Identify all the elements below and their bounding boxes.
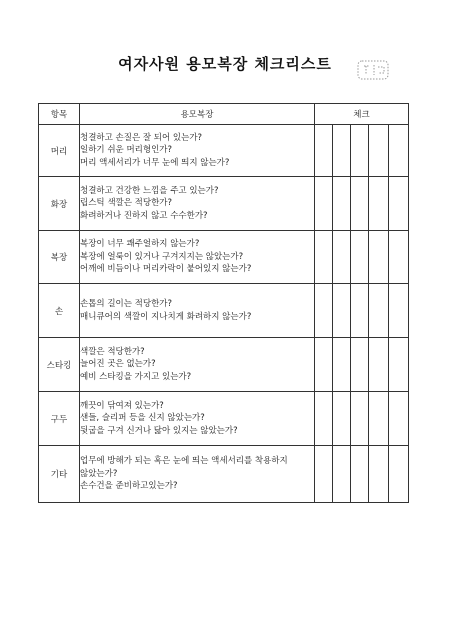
table-row: [39, 284, 409, 338]
row-items: [80, 177, 315, 231]
checklist-item: 어깨에 비듬이나 머리카락이 붙어있지 않는가?: [80, 264, 252, 275]
checklist-item: 예비 스타킹을 가지고 있는가?: [80, 371, 192, 382]
check-box[interactable]: [315, 338, 333, 392]
row-category: 기타: [39, 446, 80, 503]
check-box[interactable]: [315, 231, 333, 284]
table-row: [39, 125, 409, 177]
check-box[interactable]: [369, 231, 389, 284]
checklist-item: 립스틱 색깔은 적당한가?: [80, 198, 173, 209]
check-box[interactable]: [333, 392, 351, 446]
check-box[interactable]: [333, 284, 351, 338]
header-items: 용모복장: [80, 104, 315, 125]
header-row: [39, 104, 409, 125]
check-box[interactable]: [389, 338, 409, 392]
row-category: 스타킹: [39, 338, 80, 392]
check-box[interactable]: [369, 392, 389, 446]
checklist-item: 일하기 쉬운 머리형인가?: [80, 145, 173, 156]
header-check: 체크: [315, 104, 409, 125]
row-items: [80, 125, 315, 177]
table-row: [39, 338, 409, 392]
check-box[interactable]: [369, 125, 389, 177]
check-box[interactable]: [351, 284, 369, 338]
checklist-item: 손톱의 길이는 적당한가?: [80, 298, 173, 309]
check-box[interactable]: [315, 446, 333, 503]
check-box[interactable]: [333, 231, 351, 284]
checklist-item: 색깔은 적당한가?: [80, 346, 145, 357]
check-box[interactable]: [315, 392, 333, 446]
checklist-item: 화려하거나 진하지 않고 수수한가?: [80, 210, 208, 221]
checklist-item: 복장에 얼룩이 있거나 구겨지지는 않았는가?: [80, 251, 244, 262]
checklist-item: 깨끗이 닦여져 있는가?: [80, 400, 164, 411]
check-box[interactable]: [351, 177, 369, 231]
check-box[interactable]: [333, 125, 351, 177]
checklist-item: 청결하고 손질은 잘 되어 있는가?: [80, 132, 203, 143]
check-box[interactable]: [369, 446, 389, 503]
checklist-item: 손수건을 준비하고있는가?: [80, 481, 178, 492]
stamp-mark: [356, 58, 392, 82]
check-box[interactable]: [351, 446, 369, 503]
check-box[interactable]: [389, 177, 409, 231]
checklist-item: 머리 액세서리가 너무 눈에 띄지 않는가?: [80, 157, 230, 168]
row-items: [80, 231, 315, 284]
row-category: 손: [39, 284, 80, 338]
table-row: [39, 392, 409, 446]
check-box[interactable]: [389, 125, 409, 177]
row-category: 구두: [39, 392, 80, 446]
check-box[interactable]: [351, 125, 369, 177]
checklist-item: 복장이 너무 쾌주얼하지 않는가?: [80, 239, 200, 250]
check-box[interactable]: [389, 392, 409, 446]
check-box[interactable]: [351, 338, 369, 392]
checklist-item: 않았는가?: [80, 468, 118, 479]
check-box[interactable]: [369, 338, 389, 392]
check-box[interactable]: [351, 392, 369, 446]
table-row: [39, 177, 409, 231]
checklist-item: 뒷굽을 구겨 신거나 닳아 있지는 않았는가?: [80, 425, 238, 436]
header-category: 항목: [39, 104, 80, 125]
table-row: [39, 446, 409, 503]
row-items: [80, 446, 315, 503]
checklist-item: 늘어진 곳은 없는가?: [80, 359, 156, 370]
row-category: 화장: [39, 177, 80, 231]
check-box[interactable]: [333, 177, 351, 231]
check-box[interactable]: [333, 338, 351, 392]
checklist-item: 샌들, 슬리퍼 등을 신지 않았는가?: [80, 413, 205, 424]
checklist-item: 청결하고 건강한 느낌을 주고 있는가?: [80, 185, 219, 196]
check-box[interactable]: [389, 446, 409, 503]
check-box[interactable]: [389, 284, 409, 338]
row-category: 머리: [39, 125, 80, 177]
check-box[interactable]: [333, 446, 351, 503]
checklist-item: 업무에 방해가 되는 혹은 눈에 띄는 액세서리를 착용하지: [80, 456, 288, 467]
check-box[interactable]: [389, 231, 409, 284]
check-box[interactable]: [315, 125, 333, 177]
check-box[interactable]: [369, 177, 389, 231]
check-box[interactable]: [315, 284, 333, 338]
row-category: 복장: [39, 231, 80, 284]
check-box[interactable]: [351, 231, 369, 284]
row-items: [80, 392, 315, 446]
row-items: [80, 284, 315, 338]
checklist-table: [38, 103, 409, 503]
row-items: [80, 338, 315, 392]
check-box[interactable]: [369, 284, 389, 338]
table-row: [39, 231, 409, 284]
page-title: 여자사원 용모복장 체크리스트: [118, 55, 332, 73]
check-box[interactable]: [315, 177, 333, 231]
checklist-item: 매니큐어의 색깔이 지나치게 화려하지 않는가?: [80, 311, 252, 322]
